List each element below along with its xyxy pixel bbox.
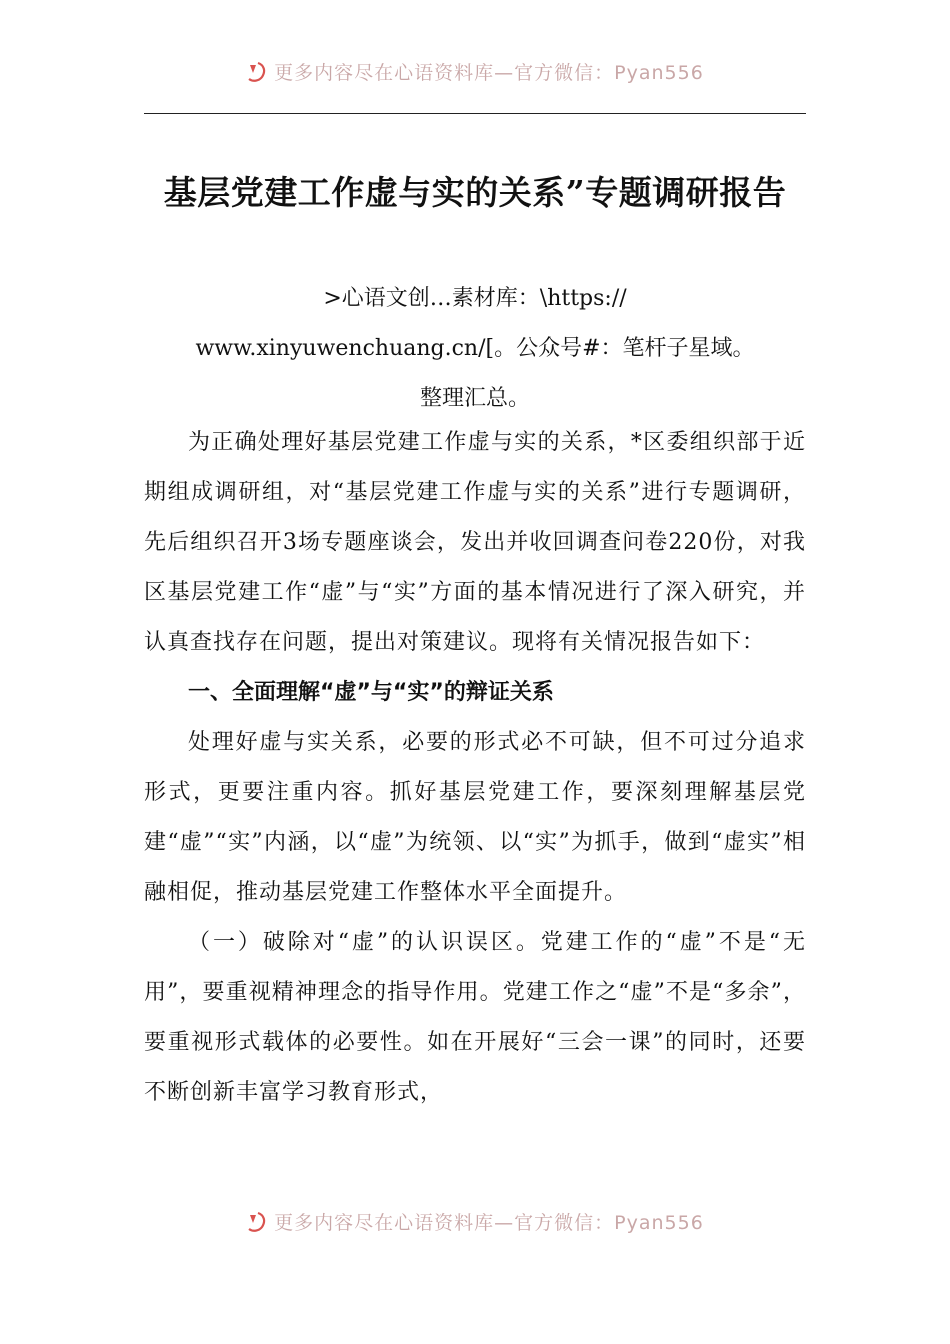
body-paragraph: 处理好虚与实关系，必要的形式必不可缺，但不可过分追求形式，更要注重内容。抓好基层党建工作，要深刻理解基层党建“虚”“实”内涵，以“虚”为统领、以“实”为抓手，做到“虚实”相融相促，推动基层党建工作整体水平全面提升。 (144, 730, 806, 905)
watermark-footer (0, 1208, 950, 1235)
watermark-text: 更多内容尽在心语资料库—官方微信：Pyan556 (274, 1212, 704, 1234)
section-heading: 一、全面理解“虚”与“实”的辩证关系 (188, 680, 554, 705)
intro-paragraph: 为正确处理好基层党建工作虚与实的关系，*区委组织部于近期组成调研组，对“基层党建工作虚与实的关系”进行专题调研，先后组织召开3场专题座谈会，发出并收回调查问卷220份，对我区基层党建工作“虚”与“实”方面的基本情况进行了深入研究，并认真查找存在问题，提出对策建议。现将有关情况报告如下： (144, 430, 806, 655)
document-body (144, 418, 806, 1118)
watermark-text: 更多内容尽在心语资料库—官方微信：Pyan556 (274, 62, 704, 84)
brand-logo-icon (246, 1211, 268, 1233)
brand-logo-icon (246, 61, 268, 83)
body-paragraph: （一）破除对“虚”的认识误区。党建工作的“虚”不是“无用”，要重视精神理念的指导作用。党建工作之“虚”不是“多余”，要重视形式载体的必要性。如在开展好“三会一课”的同时，还要不断创新丰富学习教育形式， (144, 930, 806, 1105)
source-line: >心语文创…素材库：\https:// (323, 286, 627, 311)
source-line: 整理汇总。 (419, 386, 530, 411)
source-note (144, 274, 806, 424)
header-divider (144, 113, 806, 114)
document-title: 基层党建工作虚与实的关系”专题调研报告 (163, 173, 787, 212)
watermark-header (0, 58, 950, 85)
source-line: www.xinyuwenchuang.cn/[。公众号#：笔杆子星域。 (195, 336, 755, 361)
